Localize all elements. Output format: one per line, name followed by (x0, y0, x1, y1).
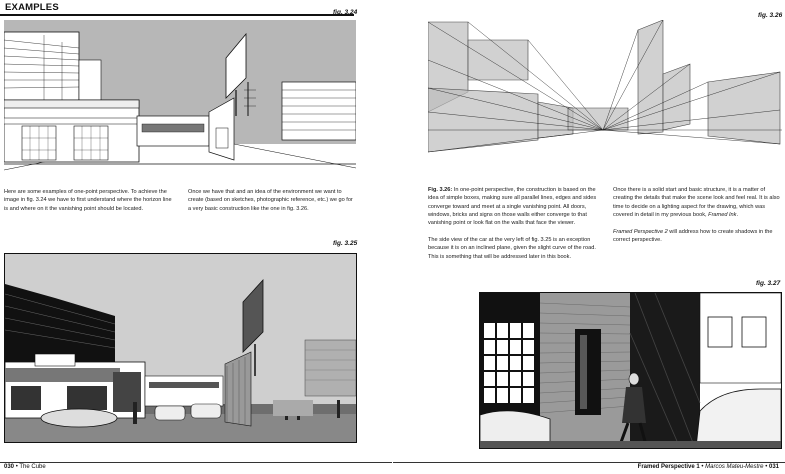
caption-label: Fig. 3.26: (428, 187, 453, 193)
left-footer-rule (0, 462, 392, 463)
right-column-paragraph-1 (613, 186, 783, 219)
figure-3-27-illustration (479, 292, 782, 449)
fig-label-3-24: fig. 3.24 (333, 9, 358, 16)
fig-label-3-25: fig. 3.25 (333, 240, 358, 247)
book-title-framed-ink: Framed Ink (708, 211, 737, 218)
left-paragraph-1: Here are some examples of one-point perspective. To achieve the image in fig. 3.24 we have to first understand where the horizon line is and where on it the vanishing point should be located. (4, 189, 172, 212)
author-name: Marcos Mateu-Mestre (705, 464, 764, 470)
book-title-framed-perspective-2: Framed Perspective 2 (613, 229, 668, 235)
header-divider (0, 14, 354, 16)
left-footer (4, 464, 46, 470)
para-end: . (736, 211, 739, 218)
left-running-title: The Cube (19, 464, 46, 470)
caption-text: In one-point perspective, the construction is based on the idea of simple boxes, making sure all parallel lines, edges and sides converge toward and meet at a single vanishing point. All doors, windows, bricks and signs on those walls either converge to that vanishing point or look flat on the walls that face the viewer. (428, 187, 597, 227)
right-footer-rule (393, 462, 785, 463)
figure-3-26-illustration (428, 20, 782, 154)
para-text: Once there is a solid start and basic structure, it is a matter of creating the details that make the scene look and feel real. It is also time to decide on a lighting aspect for the drawing, which was covered in detail in my previous book, (613, 187, 780, 218)
footer-bullet: • (15, 464, 18, 470)
figure-3-25-illustration (4, 253, 357, 443)
caption-fig-3-26 (428, 186, 600, 227)
left-page-number: 030 (4, 464, 15, 470)
footer-bullet: • (765, 464, 768, 470)
footer-bullet: • (701, 464, 704, 470)
left-paragraph-2: Once we have that and an idea of the environment we want to create (based on sketches, photographic reference, etc.) we go for a very basic construction like the one in fig. 3.26. (188, 189, 353, 212)
figure-3-24-illustration (4, 20, 356, 175)
section-title: EXAMPLES (5, 2, 59, 13)
right-running-title: Framed Perspective 1 (637, 464, 700, 470)
right-footer (638, 464, 779, 470)
right-paragraph-2: The side view of the car at the very left of fig. 3.25 is an exception because it is on an inclined plane, given the slight curve of the road. This is something that will be addressed later in this book. (428, 237, 596, 260)
right-column-paragraph-2 (613, 228, 783, 245)
fig-label-3-27: fig. 3.27 (756, 280, 781, 287)
para-text: will address how to create shadows in the correct perspective. (613, 229, 773, 244)
right-page-number: 031 (768, 464, 779, 470)
fig-label-3-26: fig. 3.26 (758, 12, 783, 19)
